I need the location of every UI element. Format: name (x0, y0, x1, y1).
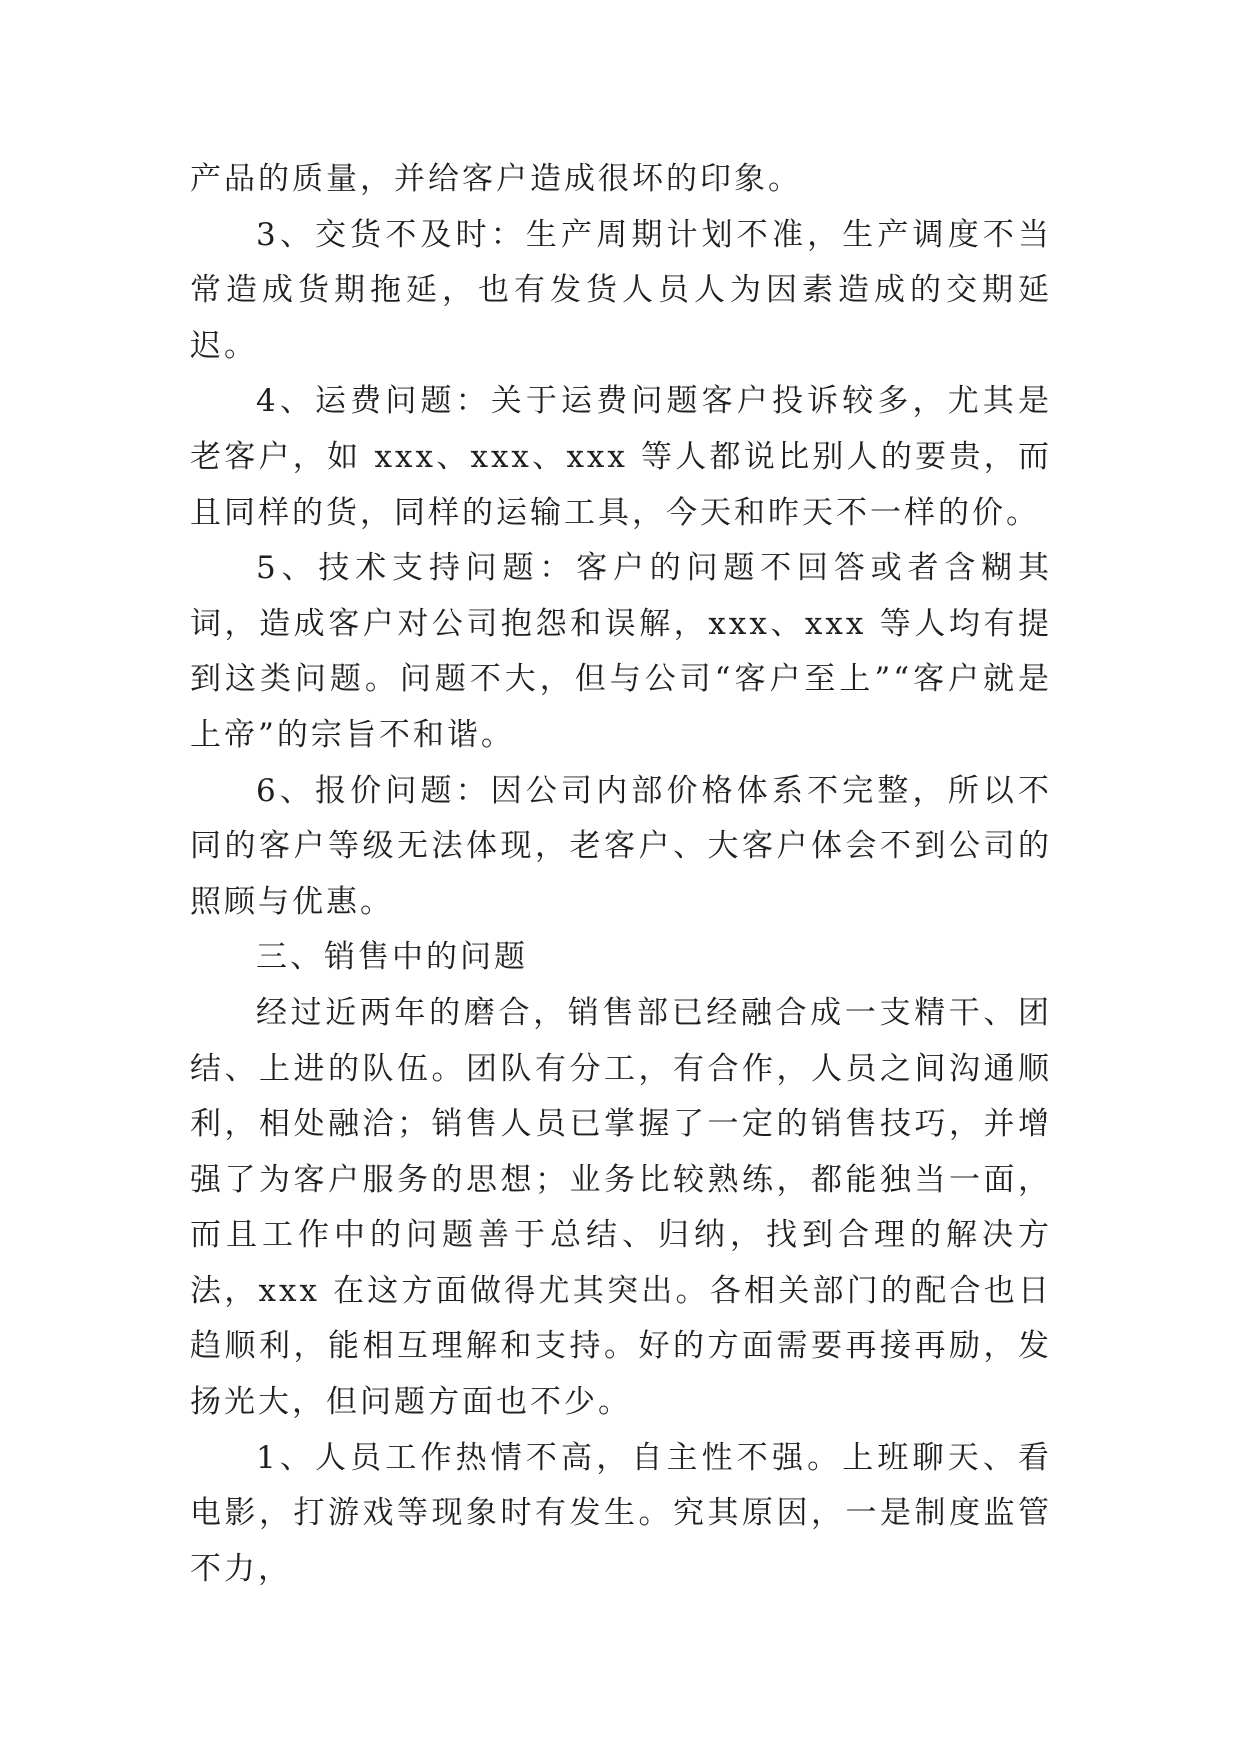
paragraph-item-4-freight: 4、运费问题：关于运费问题客户投诉较多，尤其是老客户，如 xxx、xxx、xxx 等人都说比别人的要贵，而且同样的货，同样的运输工具，今天和昨天不一样的价。 (190, 383, 1052, 531)
paragraph-continuation: 产品的质量，并给客户造成很坏的印象。 (190, 161, 802, 197)
paragraph-item-6-quotation: 6、报价问题：因公司内部价格体系不完整，所以不同的客户等级无法体现，老客户、大客户体会不到公司的照顾与优惠。 (190, 772, 1052, 920)
document-body (190, 152, 1052, 1597)
paragraph-item-3-delivery: 3、交货不及时：生产周期计划不准，生产调度不当常造成货期拖延，也有发货人员人为因素造成的交期延迟。 (190, 216, 1052, 364)
paragraph-team-overview: 经过近两年的磨合，销售部已经融合成一支精干、团结、上进的队伍。团队有分工，有合作，人员之间沟通顺利，相处融洽；销售人员已掌握了一定的销售技巧，并增强了为客户服务的思想；业务比较熟练，都能独当一面，而且工作中的问题善于总结、归纳，找到合理的解决方法，xxx 在这方面做得尤其突出。各相关部门的配合也日趋顺利，能相互理解和支持。好的方面需要再接再励，发扬光大，但问题方面也不少。 (190, 994, 1052, 1421)
section-heading-sales-issues: 三、销售中的问题 (256, 939, 528, 976)
paragraph-item-1-work-enthusiasm: 1、人员工作热情不高，自主性不强。上班聊天、看电影，打游戏等现象时有发生。究其原因，一是制度监管不力， (190, 1439, 1052, 1587)
paragraph-item-5-tech-support: 5、技术支持问题：客户的问题不回答或者含糊其词，造成客户对公司抱怨和误解，xxx、xxx 等人均有提到这类问题。问题不大，但与公司“客户至上”“客户就是上帝”的宗旨不和谐。 (190, 550, 1052, 753)
